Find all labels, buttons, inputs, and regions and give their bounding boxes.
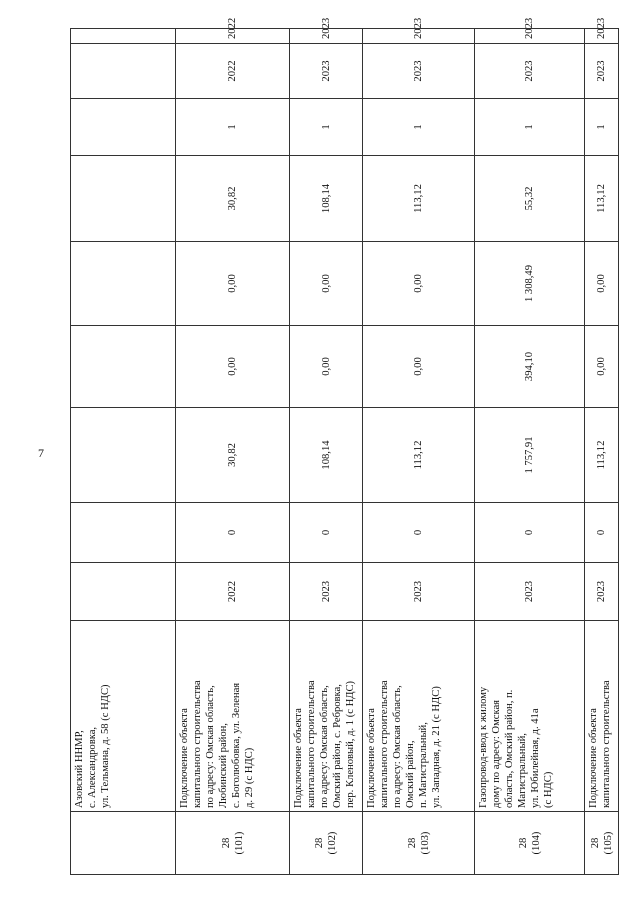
value-cell-c9 [71,44,176,99]
object-name-line: (с НДС) [543,771,554,808]
value-cell-c9: 2023 [475,44,585,99]
object-name-cell [475,621,585,812]
value-cell-c5: 0,00 [363,326,475,408]
object-name-line: Омский район, [405,740,416,808]
value-cell-c7: 55,32 [475,156,585,242]
row-number-cell [585,812,619,875]
rotated-table-container [70,17,614,875]
object-name-cell [176,621,290,812]
table-row [290,29,363,875]
value-cell-year: 2023 [475,563,585,621]
investment-table [70,17,619,875]
object-name-line: ул. Тельмана, д. 58 (с НДС) [100,684,111,808]
value-cell-c5: 0,00 [176,326,290,408]
value-cell-c7: 30,82 [176,156,290,242]
object-name-line: Магистральный, [517,733,528,808]
row-number-line: (101) [233,831,245,855]
value-cell-c6: 0,00 [290,242,363,326]
value-cell-c8: 1 [363,99,475,156]
object-name-line: Азовский ННМР, [74,730,85,808]
object-name-line: ул. Юбилейная, д. 41а [530,708,541,808]
object-name-line: Подключение объекта [179,708,190,808]
value-cell-c4: 1 757,91 [475,408,585,503]
value-cell-c9: 2023 [363,44,475,99]
value-cell-c5 [71,326,176,408]
value-cell-c7: 108,14 [290,156,363,242]
object-name-line: дому по адресу: Омская [491,699,502,808]
value-cell-c3: 0 [363,503,475,563]
value-cell-c7 [71,156,176,242]
object-name-line: капитального строительства [192,680,203,808]
row-number-line: 28 [517,837,529,849]
row-number-line: (104) [530,831,542,855]
value-cell-year: 2022 [176,563,290,621]
value-cell-c3: 0 [176,503,290,563]
row-number-line: 28 [589,837,601,849]
object-name-line: Любинский район, [218,723,229,808]
object-name-line: ул. Западная, д. 21 (с НДС) [431,686,442,808]
row-number-line: (105) [602,831,614,855]
value-cell-year: 2023 [290,563,363,621]
table-body [71,17,619,875]
value-cell-c8: 1 [290,99,363,156]
object-name-cell [290,621,363,812]
value-cell-c5: 394,10 [475,326,585,408]
value-cell-c6: 0,00 [585,242,619,326]
value-cell-c4: 30,82 [176,408,290,503]
object-name-cell [363,621,475,812]
value-cell-c8 [71,99,176,156]
object-name-line: Подключение объекта [293,708,304,808]
value-cell-c8: 1 [585,99,619,156]
object-name-line: капитального строительства [306,680,317,808]
table-row [176,29,290,875]
object-name-cell [71,621,176,812]
value-cell-c4 [71,408,176,503]
value-cell-c5: 0,00 [290,326,363,408]
table-row [585,29,619,875]
value-cell-c10: 2023 [585,29,619,44]
object-name-line: по адресу: Омская область, [205,685,216,808]
value-cell-c10: 2023 [475,29,585,44]
value-cell-c9: 2023 [290,44,363,99]
value-cell-c4: 108,14 [290,408,363,503]
value-cell-c6 [71,242,176,326]
value-cell-year: 2023 [363,563,475,621]
value-cell-c3: 0 [475,503,585,563]
object-name-line: п. Магистральный, [418,722,429,808]
table-row [71,29,176,875]
object-name-line: область, Омский район, п. [504,689,515,808]
value-cell-c7: 113,12 [585,156,619,242]
value-cell-c8: 1 [475,99,585,156]
value-cell-c10: 2023 [363,29,475,44]
object-name-line: капитального строительства [601,680,612,808]
value-cell-c3 [71,503,176,563]
row-number-cell [363,812,475,875]
object-name-line: Подключение объекта [366,708,377,808]
row-number-line: (103) [419,831,431,855]
value-cell-c4: 113,12 [363,408,475,503]
object-name-line: Омский район, с. Ребровка, [332,684,343,808]
value-cell-c10 [71,29,176,44]
value-cell-c3: 0 [290,503,363,563]
object-name-cell [585,621,619,812]
value-cell-year: 2023 [585,563,619,621]
object-name-line: по адресу: Омская область, [392,685,403,808]
object-name-line: по адресу: Омская область, [319,685,330,808]
value-cell-c10: 2023 [290,29,363,44]
value-cell-c5: 0,00 [585,326,619,408]
value-cell-c6: 1 308,49 [475,242,585,326]
row-number-line: 28 [314,837,325,849]
row-number-line: 28 [406,837,418,849]
row-number-line: (102) [327,831,338,855]
object-name-line: Газопровод-ввод к жилому [478,686,489,808]
row-number-cell [71,812,176,875]
object-name-line: Подключение объекта [588,708,599,808]
value-cell-c4: 113,12 [585,408,619,503]
object-name-line: с. Александровка, [87,726,98,808]
value-cell-c6: 0,00 [176,242,290,326]
page-number: 7 [38,446,44,460]
row-number-line: 28 [220,837,232,849]
row-number-cell [176,812,290,875]
object-name-line: д. 29 (с НДС) [244,747,255,808]
table-row [363,29,475,875]
row-number-cell [475,812,585,875]
object-name-line: капитального строительства [379,680,390,808]
value-cell-c7: 113,12 [363,156,475,242]
value-cell-c9: 2022 [176,44,290,99]
value-cell-c8: 1 [176,99,290,156]
table-row [475,29,585,875]
object-name-line: пер. Кленовый, д. 1 (с НДС) [345,680,356,808]
value-cell-year [71,563,176,621]
object-name-line: с. Боголюбовка, ул. Зеленая [231,682,242,808]
value-cell-c3: 0 [585,503,619,563]
row-number-cell [290,812,363,875]
value-cell-c6: 0,00 [363,242,475,326]
value-cell-c10: 2022 [176,29,290,44]
value-cell-c9: 2023 [585,44,619,99]
